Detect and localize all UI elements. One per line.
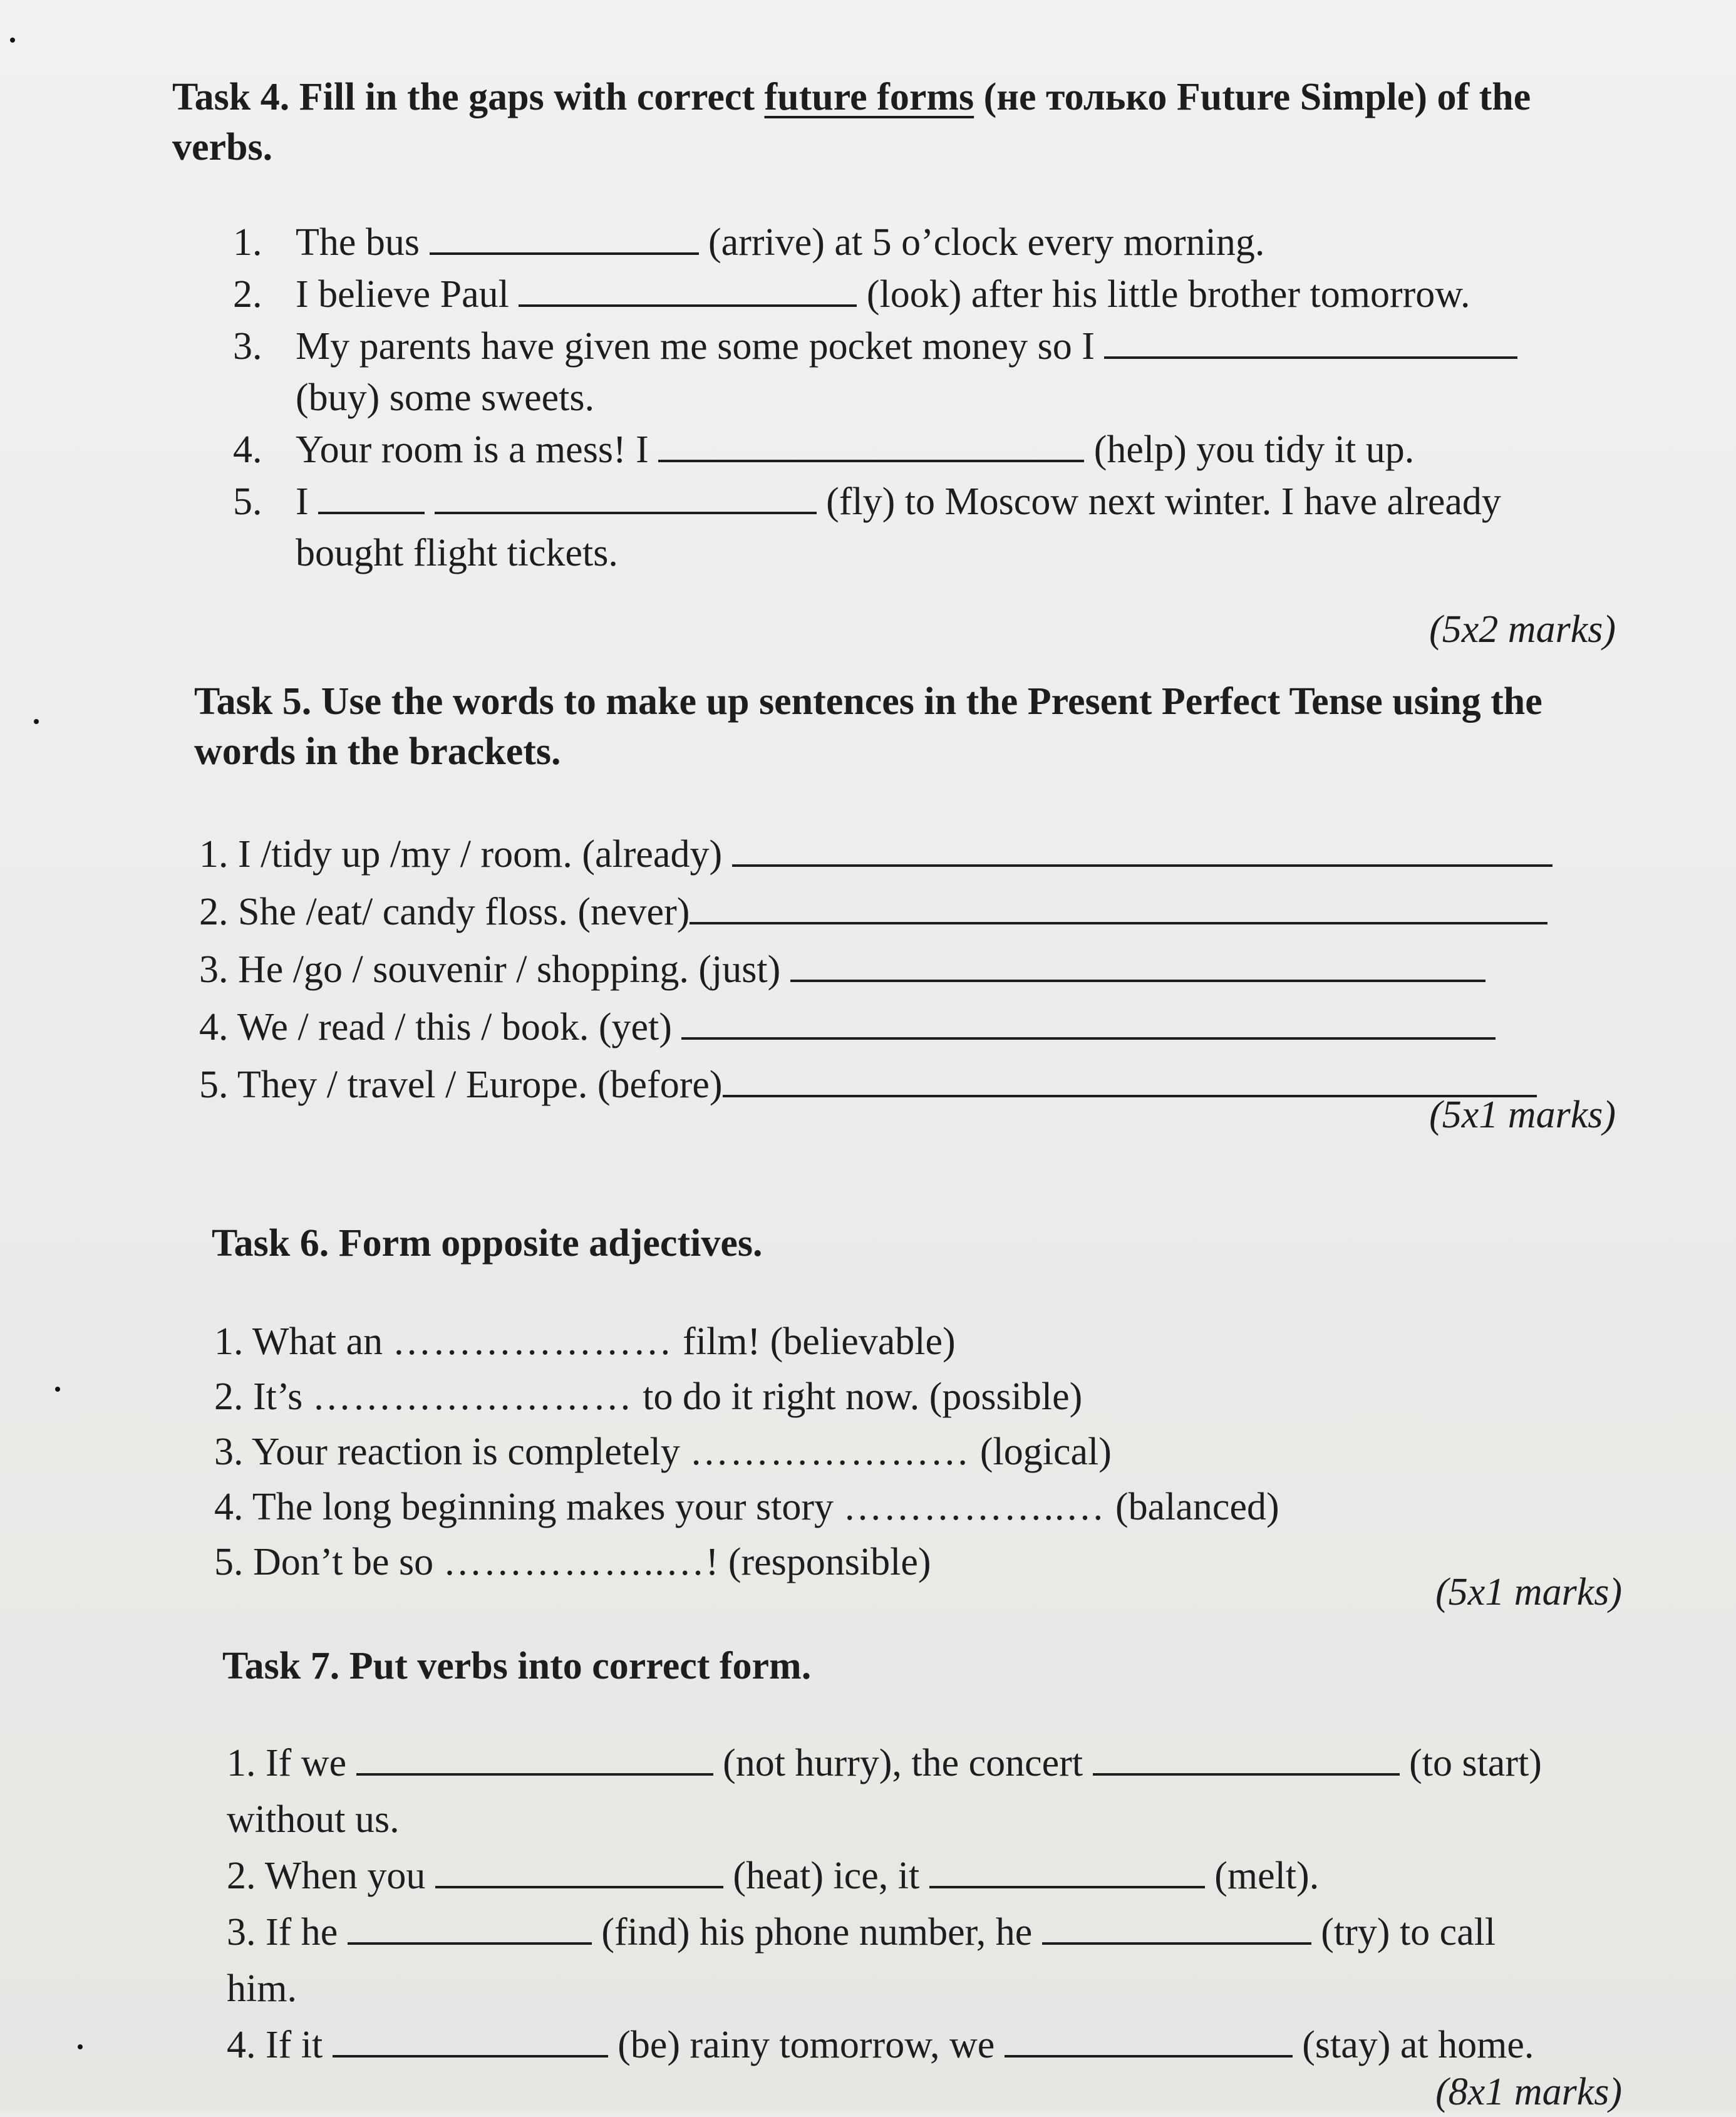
task7-section [222,1641,1475,1691]
item-text: (stay) at home. [1302,2024,1534,2066]
task4-title [172,72,1631,172]
answer-dots[interactable]: ………………… [690,1431,971,1473]
task5-item-2 [199,883,1615,941]
answer-gap[interactable] [333,2019,608,2057]
answer-line[interactable] [732,828,1553,867]
task7-list [227,1735,1630,2073]
item-text: (arrive) at 5 o’clock every morning. [708,221,1265,264]
answer-dots[interactable]: ………………… [392,1320,673,1363]
answer-gap[interactable] [1093,1737,1400,1776]
task4-item-5 [233,475,1636,527]
item-text: (fly) to Moscow next winter. I have already [826,480,1501,523]
answer-gap[interactable] [430,216,699,255]
answer-gap[interactable] [435,475,817,514]
task7-title: Task 7. Put verbs into correct form. [222,1645,812,1687]
task6-item-4 [214,1479,1592,1535]
task4-title-post: (не только Future Simple) of the verbs. [172,76,1531,168]
item-text: 4. If it [227,2024,323,2066]
task4-item-3-cont: (buy) some sweets. [296,376,594,419]
item-text: (logical) [979,1431,1112,1473]
item-text: 1. What an [214,1320,383,1363]
task6-item-3 [214,1424,1592,1479]
task4-item-3 [233,320,1636,372]
task7-item-3 [227,1904,1630,1960]
item-text: to do it right now. (possible) [643,1375,1083,1418]
item-text: 1. If we [227,1742,347,1784]
answer-gap[interactable] [1042,1906,1311,1945]
answer-gap[interactable] [435,1850,723,1888]
item-number: 4. [233,428,262,471]
item-text: 2. It’s [214,1375,303,1418]
task6-title: Task 6. Form opposite adjectives. [212,1222,763,1265]
task7-item-1-cont: without us. [227,1798,400,1841]
task4-marks: (5x2 marks) [1429,608,1616,651]
task4-item-2 [233,268,1636,320]
task5-marks: (5x1 marks) [1429,1094,1616,1136]
item-text: (be) rainy tomorrow, we [617,2024,995,2066]
item-text: 4. We / read / this / book. (yet) [199,1006,672,1048]
answer-gap[interactable] [658,423,1084,462]
item-text: (not hurry), the concert [723,1742,1083,1784]
task4-item-1 [233,216,1636,268]
margin-dot [10,38,15,43]
item-text: (look) after his little brother tomorrow. [866,273,1470,316]
item-number: 3. [233,325,262,368]
item-number: 5. [233,480,262,523]
item-text: 5. Don’t be so [214,1541,434,1583]
answer-gap[interactable] [1005,2019,1293,2057]
task4-section [172,72,1631,172]
task5-item-4 [199,998,1615,1056]
item-text: 4. The long beginning makes your story [214,1486,834,1528]
task5-section [194,676,1547,777]
task4-item-4 [233,423,1636,475]
answer-gap[interactable] [348,1906,592,1945]
answer-gap-aux[interactable] [318,475,425,514]
item-text: I believe Paul [296,273,509,316]
answer-line[interactable] [790,943,1485,982]
task6-section [212,1218,1464,1268]
item-text: Your room is a mess! I [296,428,649,471]
item-text: 5. They / travel / Europe. (before) [199,1064,723,1106]
item-text: ! (responsible) [705,1541,931,1583]
item-text: 3. If he [227,1911,338,1954]
margin-dot [34,719,39,724]
task7-item-3-cont: him. [227,1967,297,2010]
task6-list [214,1314,1592,1590]
task7-item-4 [227,2017,1630,2073]
margin-dot [78,2044,83,2049]
margin-dot [55,1387,60,1392]
item-number: 2. [233,273,262,316]
answer-gap[interactable] [1104,320,1517,359]
answer-gap[interactable] [356,1737,713,1776]
item-text: (to start) [1409,1742,1542,1784]
task4-title-underlined: future forms [764,76,974,118]
item-text: I [296,480,309,523]
task5-title: Task 5. Use the words to make up sentences in the Present Perfect Tense using the words in the brackets. [194,680,1542,773]
item-text: (melt). [1214,1855,1320,1897]
item-text: 3. Your reaction is completely [214,1431,680,1473]
task7-item-2 [227,1848,1630,1904]
answer-dots[interactable]: ……………..… [843,1486,1106,1528]
task6-marks: (5x1 marks) [1435,1571,1622,1613]
item-text: 3. He /go / souvenir / shopping. (just) [199,948,781,991]
item-text: (heat) ice, it [733,1855,920,1897]
task7-marks: (8x1 marks) [1435,2071,1622,2113]
item-number: 1. [233,221,262,264]
item-text: 2. She /eat/ candy floss. (never) [199,891,690,933]
answer-gap[interactable] [519,268,857,307]
task4-list [233,216,1636,579]
answer-dots[interactable]: ……………..… [443,1541,706,1583]
item-text: (try) to call [1321,1911,1496,1954]
item-text: (balanced) [1115,1486,1279,1528]
task4-title-pre: Task 4. Fill in the gaps with correct [172,76,765,118]
task5-list [199,826,1615,1114]
answer-gap[interactable] [929,1850,1205,1888]
item-text: 2. When you [227,1855,426,1897]
answer-dots[interactable]: …………………… [312,1375,633,1418]
task5-item-3 [199,941,1615,998]
item-text: (find) his phone number, he [601,1911,1033,1954]
task6-item-1 [214,1314,1592,1369]
item-text: film! (believable) [683,1320,956,1363]
answer-line[interactable] [690,886,1547,924]
task6-item-2 [214,1369,1592,1424]
task7-item-1 [227,1735,1630,1791]
item-text: (help) you tidy it up. [1093,428,1415,471]
item-text: 1. I /tidy up /my / room. (already) [199,833,723,876]
item-text: The bus [296,221,420,264]
item-text: My parents have given me some pocket money so I [296,325,1095,368]
answer-line[interactable] [681,1001,1496,1040]
task5-item-1 [199,826,1615,883]
task4-item-5-cont: bought flight tickets. [296,532,618,574]
